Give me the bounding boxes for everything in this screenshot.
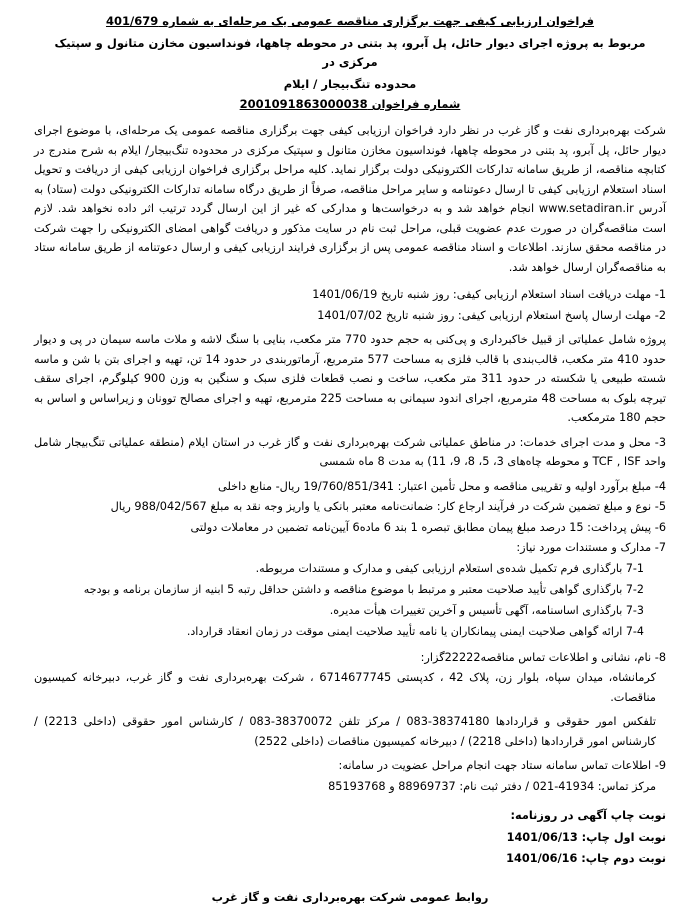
sub-items-list	[34, 559, 666, 641]
item-location-duration: 3- محل و مدت اجرای خدمات: در مناطق عملیاتی شرکت بهره‌برداری نفت و گاز غرب در استان ایلام (منطقه عملیاتی تنگ‌بیجار شامل واحد TCF , ISF و محوطه چاه‌های 3، 5، 8، 9، 11) به مدت 8 ماه شمسی	[34, 435, 666, 468]
print-second-date: نوبت دوم چاپ: 1401/06/16	[506, 852, 666, 865]
item-guarantee: 5- نوع و مبلغ تضمین شرکت در فرآیند ارجاع کار: ضمانت‌نامه معتبر بانکی یا واریز وجه نقد به مبلغ 988/042/567 ریال	[110, 500, 666, 513]
item-deadline-receive: 1- مهلت دریافت اسناد استعلام ارزیابی کیفی: روز شنبه تاریخ 1401/06/19	[312, 288, 666, 301]
intro-paragraph: شرکت بهره‌برداری نفت و گاز غرب در نظر دارد فراخوان ارزیابی کیفی جهت برگزاری مناقصه عمومی یک مرحله‌ای، با موضوع اجرای دیوار حائل، پل آبرو، پد بتنی در محوطه چاهها، فونداسیون مخازن متانول و سپتیک مرکزی در محدوده تنگ‌بیجار/ ایلام به شرح مندرج در کتابچه مناقصه، از طریق سامانه تدارکات الکترونیکی دولت برگزار نماید. کلیه مراحل برگزاری فراخوان ارزیابی کیفی از دریافت و تحویل اسناد استعلام ارزیابی کیفی تا ارسال دعوتنامه و سایر مراحل مناقصه، صرفاً از طریق درگاه سامانه تدارکات الکترونیکی دولت (ستاد) به آدرس www.setadiran.ir انجام خواهد شد و به درخواست‌ها و مدارکی که غیر از این ارسال گردد ترتیب اثر داده نخواهد شد. لازم است مناقصه‌گران در صورت عدم عضویت قبلی، مراحل ثبت نام در سایت مذکور و دریافت گواهی امضای الکترونیکی را جهت شرکت در مناقصه محقق سازند. اطلاعات و اسناد مناقصه عمومی پس از برگزاری فرایند ارزیابی کیفی و ارسال دعوتنامه از طریق سامانه ستاد به مناقصه‌گران ارسال خواهد شد.	[34, 124, 666, 274]
item-project-scope: پروژه شامل عملیاتی از قبیل خاکبرداری و پی‌کنی به حجم حدود 770 متر مکعب، بنایی با سنگ لاشه و ملات ماسه سیمان در پی و دیوار حدود 410 متر مکعب، قالب‌بندی با قالب فلزی به مساحت 577 مترمربع، آرماتوربندی در حدود 14 تن، تهیه و اجرای بتن با شن و ماسه شسته طبیعی یا شکسته در حدود 311 متر مکعب، ساخت و نصب قطعات فلزی سبک و سنگین به وزن 900 کیلوگرم، اجرای سقف تیرچه بلوک به مساحت 48 مترمربع، اجرای اندود سیمانی به مساحت 225 مترمربع، تهیه و اجرای مصالح توونان و زیراساس و اساس به حجم 180 مترمکعب.	[34, 333, 666, 424]
reference-number: شماره فراخوان 2001091863000038	[239, 97, 461, 111]
sub-item-7-4: 7-4 ارائه گواهی صلاحیت ایمنی پیمانکاران یا نامه تأیید صلاحیت ایمنی موقت در زمان انعقاد قرارداد.	[186, 624, 644, 638]
item-employer-contact: 8- نام، نشانی و اطلاعات تماس مناقصه22222گزار:	[420, 650, 666, 664]
item-estimated-value: 4- مبلغ برآورد اولیه و تقریبی مناقصه و محل تأمین اعتبار: 19/760/851/341 ریال- منابع داخلی	[218, 479, 666, 493]
title-line-1: فراخوان ارزیابی کیفی جهت برگزاری مناقصه عمومی یک مرحله‌ای به شماره 401/679	[105, 14, 595, 28]
sub-item-7-1: 7-1 بارگذاری فرم تکمیل شده‌ی استعلام ارزیابی کیفی و مدارک و مستندات مربوطه.	[255, 561, 644, 575]
item-prepayment: 6- پیش پرداخت: 15 درصد مبلغ پیمان مطابق تبصره 1 بند 6 ماده6 آیین‌نامه تضمین در معاملات دولتی	[190, 520, 666, 534]
document-title-block	[34, 12, 666, 94]
print-schedule	[34, 806, 666, 869]
item-required-documents: 7- مدارک و مستندات مورد نیاز:	[516, 541, 666, 554]
items-list	[34, 285, 666, 558]
item-setad-numbers: مرکز تماس: 41934-021 / دفتر ثبت نام: 88969737 و 85193768	[328, 779, 656, 793]
item-deadline-submit: 2- مهلت ارسال پاسخ استعلام ارزیابی کیفی: روز شنبه تاریخ 1401/07/02	[317, 308, 666, 322]
title-line-3: محدوده تنگ‌بیجار / ایلام	[283, 77, 417, 91]
sub-item-7-2: 7-2 بارگذاری گواهی تأیید صلاحیت معتبر و مرتبط با موضوع مناقصه و داشتن حداقل رتبه 5 ابنیه از سازمان برنامه و بودجه	[83, 582, 644, 596]
document-footer: روابط عمومی شرکت بهره‌برداری نفت و گاز غرب	[211, 891, 489, 904]
item-employer-address: کرمانشاه، میدان سپاه، بلوار زن، پلاک 42 ، کدپستی 6714677745 ، شرکت بهره‌برداری نفت و گاز غرب، دبیرخانه کمیسیون مناقصات.	[34, 671, 657, 704]
item-setad-contact: 9- اطلاعات تماس سامانه ستاد جهت انجام مراحل عضویت در سامانه:	[338, 759, 666, 772]
print-schedule-heading: نوبت چاپ آگهی در روزنامه:	[510, 809, 666, 822]
item-phone-numbers: تلفکس امور حقوقی و قراردادها 38374180-083 / مرکز تلفن 38370072-083 / کارشناس امور حقوقی (داخلی 2213) / کارشناس امور قراردادها (داخلی 2218) / دبیرخانه کمیسیون مناقصات (داخلی 2522)	[34, 715, 657, 748]
contact-list	[34, 648, 666, 797]
sub-item-7-3: 7-3 بارگذاری اساسنامه، آگهی تأسیس و آخرین تغییرات هیأت مدیره.	[329, 603, 644, 617]
print-first-date: نوبت اول چاپ: 1401/06/13	[506, 831, 666, 844]
title-line-2: مربوط به پروژه اجرای دیوار حائل، پل آبرو، پد بتنی در محوطه چاهها، فونداسیون مخازن متانول و سپتیک مرکزی در	[54, 36, 646, 69]
